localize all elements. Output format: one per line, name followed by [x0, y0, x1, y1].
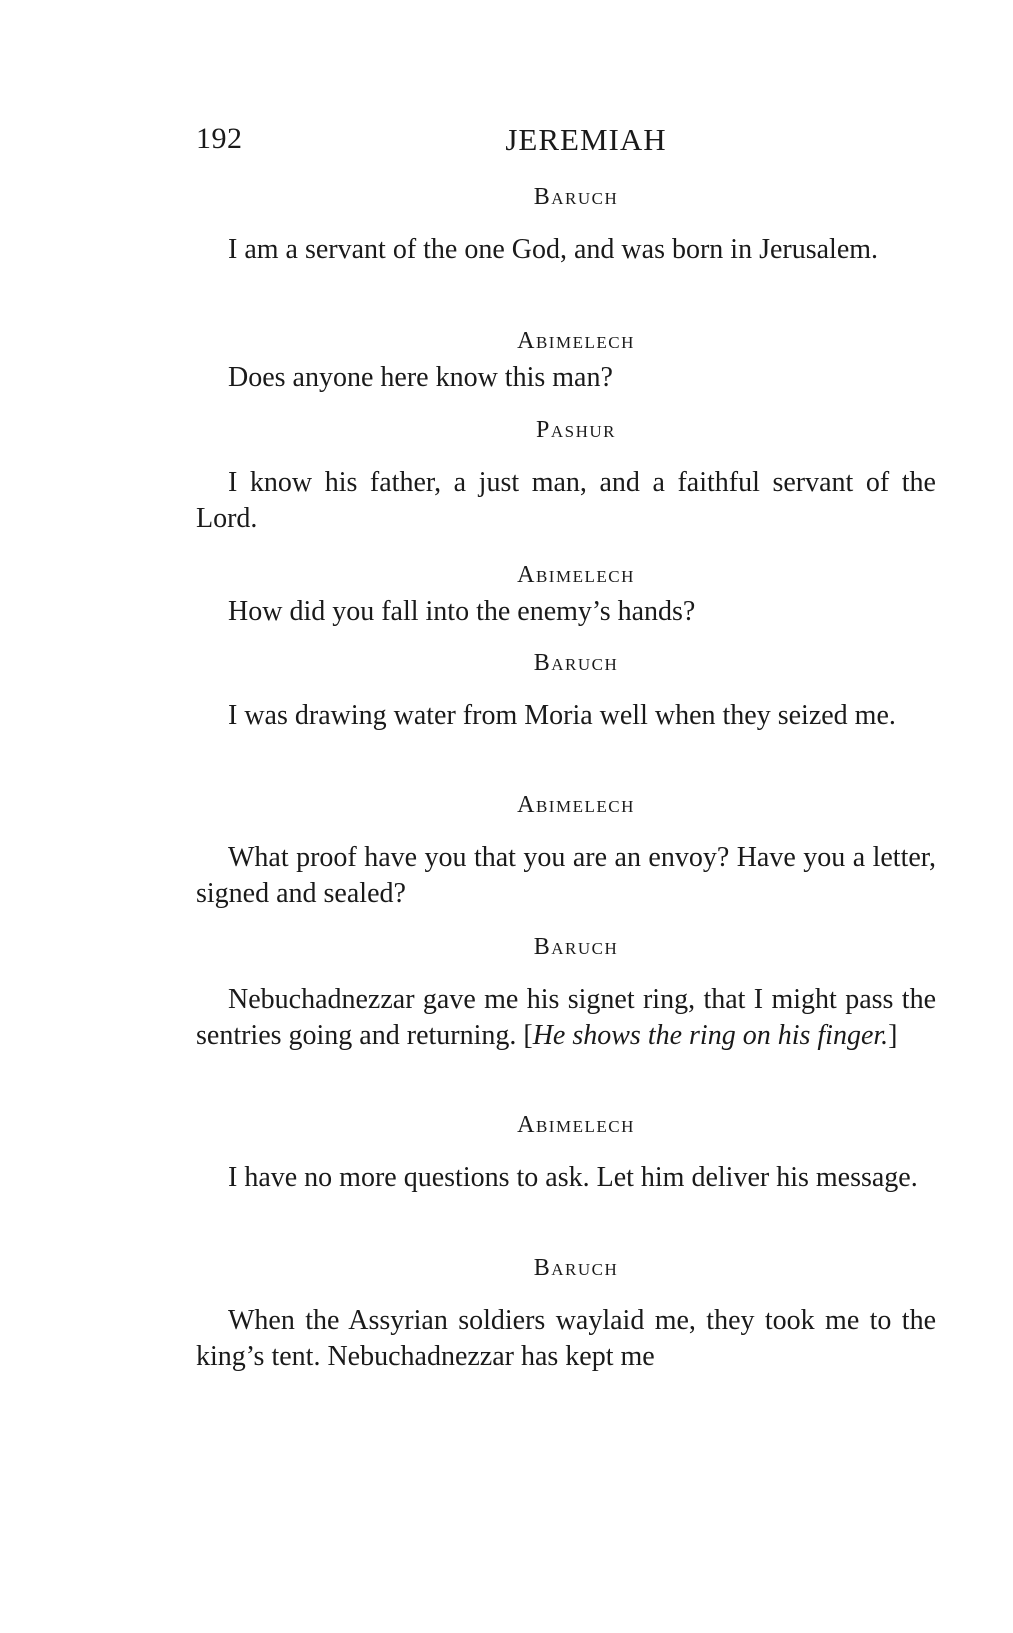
- speaker-name: Baruch: [533, 184, 619, 210]
- speech-block: [196, 932, 936, 1054]
- speech-block: [196, 182, 936, 268]
- speaker-name: Baruch: [533, 934, 619, 960]
- speech-block: [196, 790, 936, 912]
- speech-text: I have no more questions to ask. Let him deliver his message.: [228, 1162, 918, 1193]
- speech-block: [196, 326, 936, 396]
- book-title: JEREMIAH: [505, 122, 667, 157]
- speaker-name: Abimelech: [517, 792, 635, 818]
- stage-bracket-close: ]: [888, 1020, 898, 1051]
- speech-block: [196, 560, 936, 630]
- speech-block: [196, 648, 936, 734]
- speech-text: When the Assyrian soldiers waylaid me, they took me to the king’s tent. Nebuchadnezzar has kept me: [196, 1305, 936, 1372]
- speech-text: I am a servant of the one God, and was born in Jerusalem.: [228, 234, 879, 265]
- speech-text-main: Nebuchadnezzar gave me his signet ring, that I might pass the sentries going and returning.: [196, 984, 936, 1051]
- speech-text: I know his father, a just man, and a faithful servant of the Lord.: [196, 467, 936, 534]
- page-number: 192: [196, 122, 243, 155]
- speaker-name: Abimelech: [517, 328, 635, 354]
- speech-block: [196, 415, 936, 537]
- speaker-name: Abimelech: [517, 1112, 635, 1138]
- speech-block: [196, 1110, 936, 1196]
- speaker-name: Abimelech: [517, 562, 635, 588]
- speech-block: [196, 1253, 936, 1375]
- speech-text: Does anyone here know this man?: [228, 362, 613, 393]
- stage-direction: He shows the ring on his finger.: [532, 1020, 889, 1051]
- speaker-name: Baruch: [533, 1255, 619, 1281]
- speech-text: What proof have you that you are an envoy? Have you a letter, signed and sealed?: [196, 842, 936, 909]
- speech-text: I was drawing water from Moria well when they seized me.: [228, 700, 896, 731]
- stage-bracket-open: [: [523, 1020, 533, 1051]
- running-head: [196, 122, 936, 158]
- speech-text: How did you fall into the enemy’s hands?: [228, 596, 696, 627]
- speech-text: [196, 982, 936, 1054]
- speaker-name: Pashur: [536, 417, 616, 443]
- speaker-name: Baruch: [533, 650, 619, 676]
